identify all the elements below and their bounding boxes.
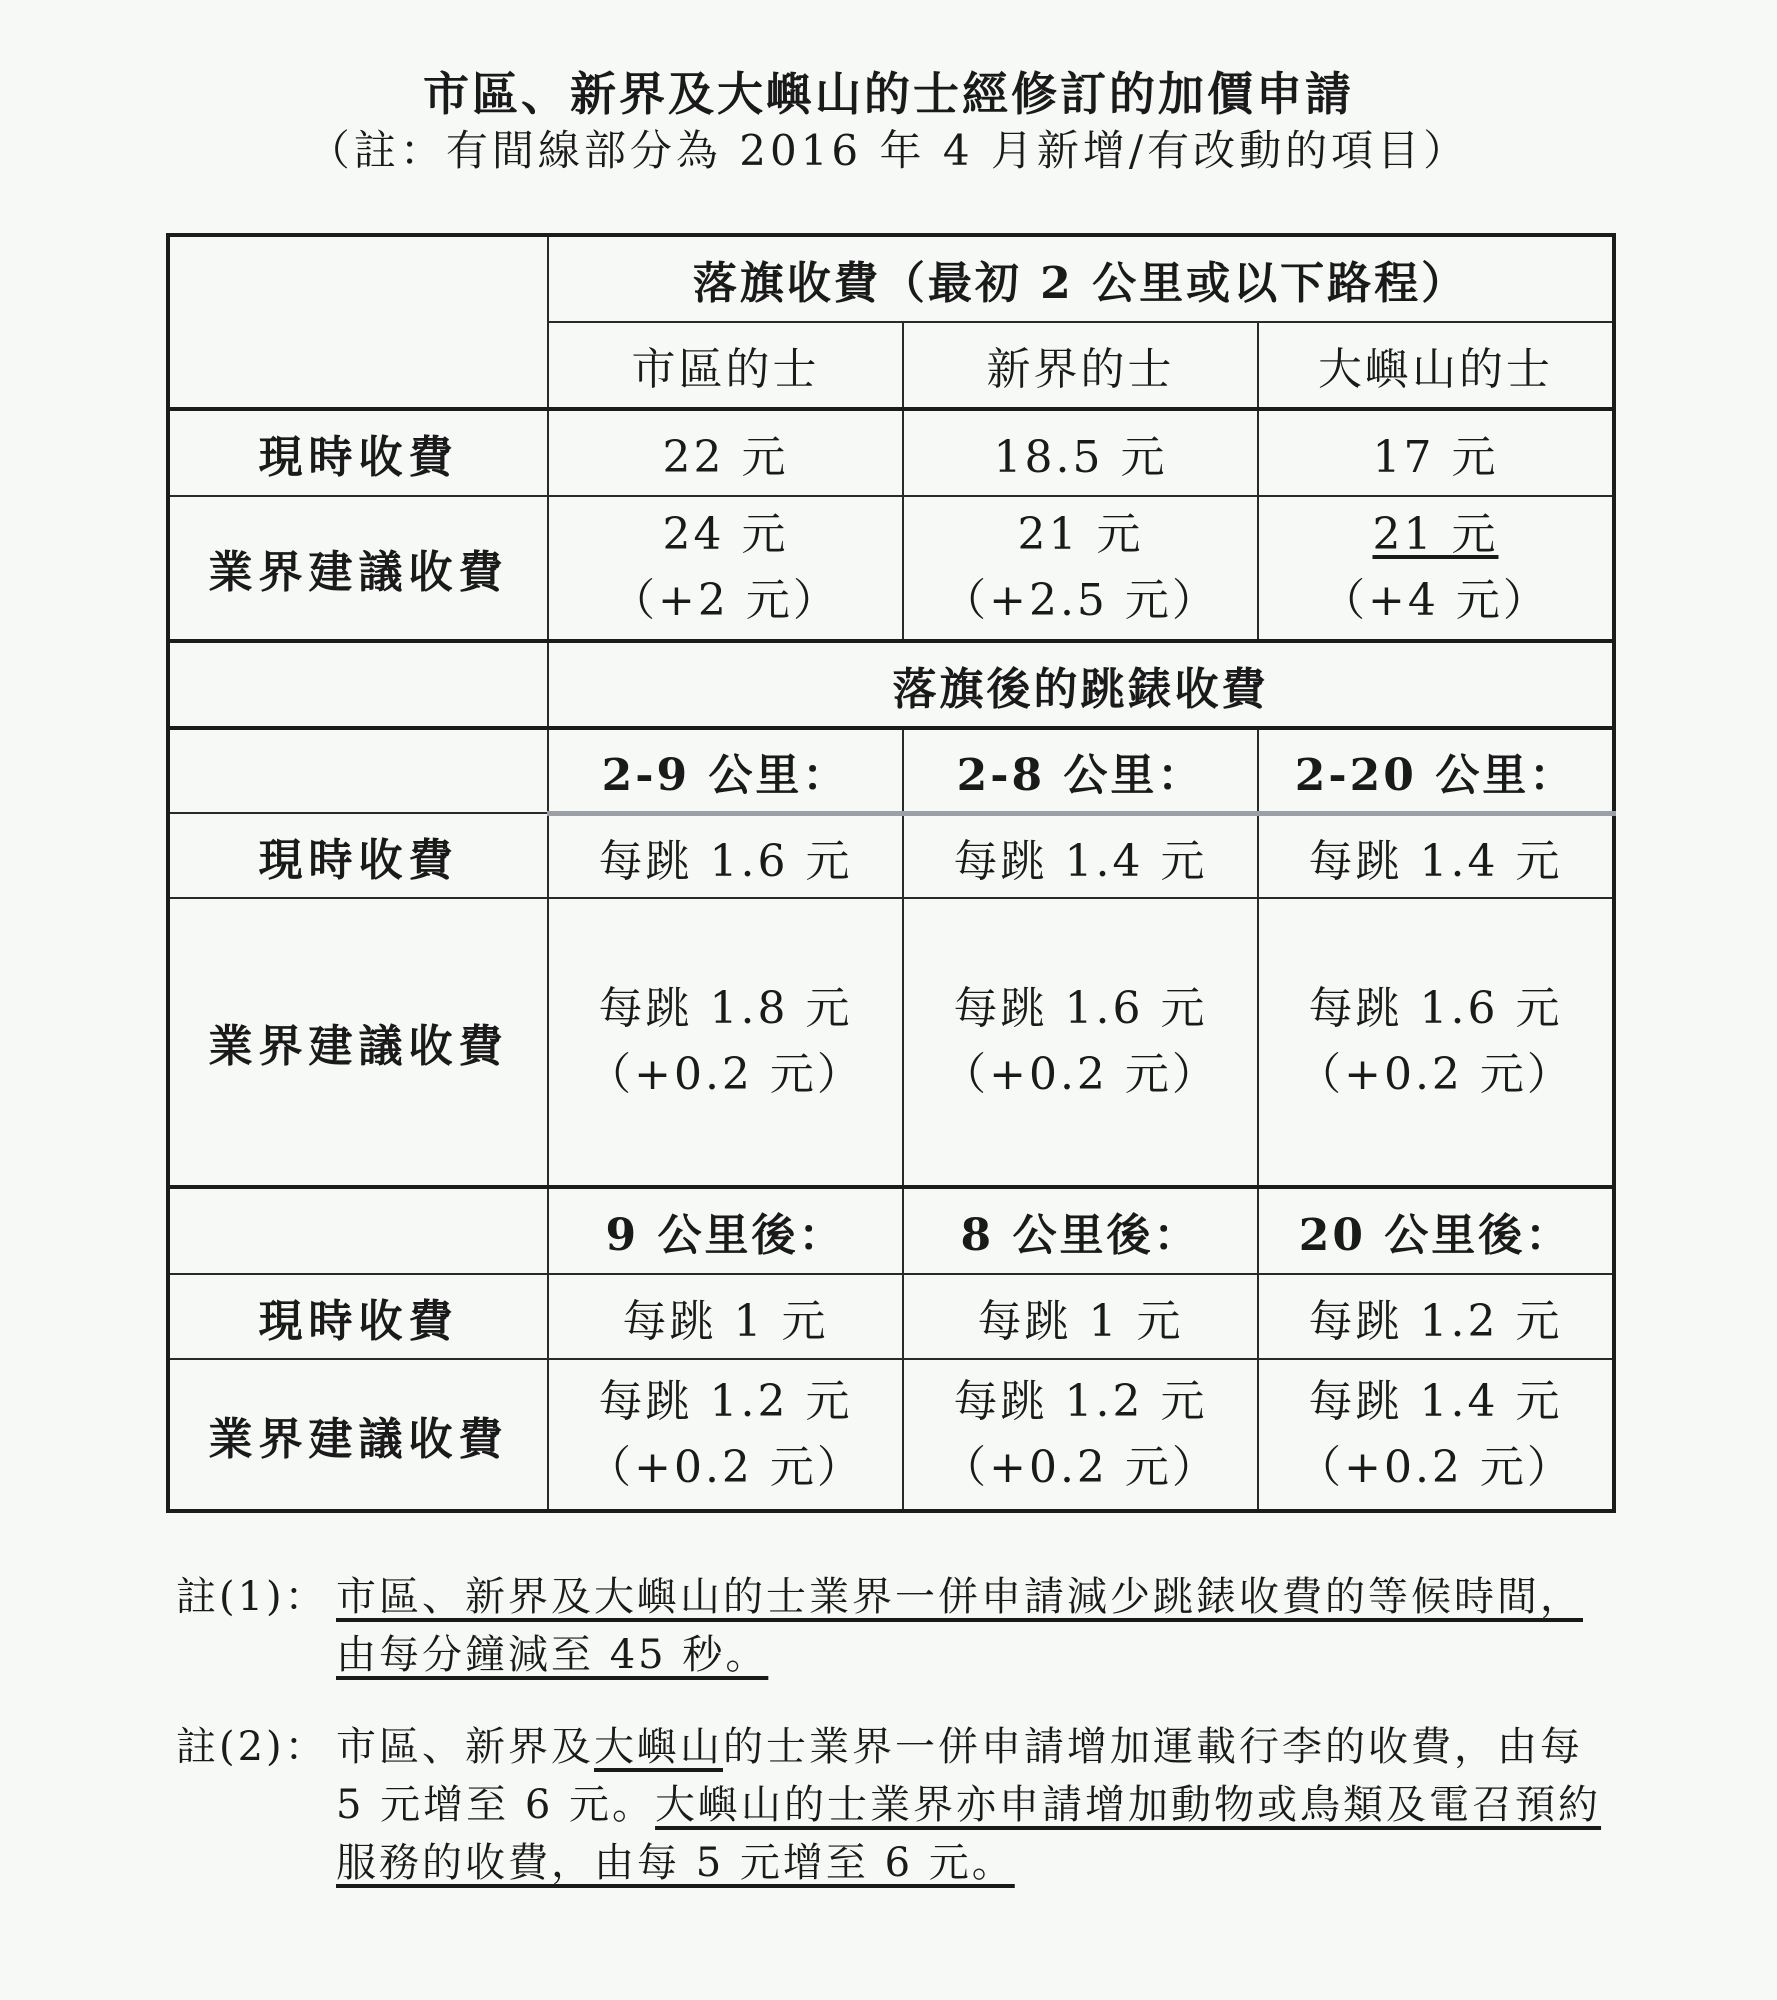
band2-range-lantau: 20 公里後： [1258, 1187, 1614, 1274]
empty-corner-cell [168, 235, 548, 409]
fare-increase: （+4 元） [1321, 575, 1550, 627]
note-2 [176, 1718, 1606, 1892]
note-1 [176, 1568, 1606, 1684]
fare-increase: （+0.2 元） [587, 1441, 864, 1493]
proposed-fare: 每跳 1.8 元 [598, 983, 853, 1035]
row-label-current: 現時收費 [168, 409, 548, 496]
fare-increase: （+2 元） [611, 575, 840, 627]
fare-increase: （+0.2 元） [1297, 1049, 1574, 1101]
band2-current-nt: 每跳 1 元 [903, 1274, 1258, 1359]
band2-proposed-lantau [1258, 1359, 1614, 1511]
proposed-fare: 每跳 1.2 元 [598, 1375, 853, 1427]
column-header-lantau: 大嶼山的士 [1258, 322, 1614, 409]
flagfall-proposed-urban [548, 496, 903, 642]
fare-increase: （+0.2 元） [1297, 1441, 1574, 1493]
page-title: 市區、新界及大嶼山的士經修訂的加價申請 [423, 67, 1354, 121]
column-header-nt: 新界的士 [903, 322, 1258, 409]
band2-proposed-urban [548, 1359, 903, 1511]
proposed-fare: 21 元 [1017, 509, 1144, 561]
note-text-underlined: 大嶼山的士業界亦申請增加動物或鳥類及電召預約服務的收費，由每 5 元增至 6 元。 [336, 1782, 1602, 1886]
note-label: 註(2)： [176, 1724, 328, 1770]
band1-range-lantau: 2-20 公里： [1258, 728, 1614, 813]
flagfall-current-lantau: 17 元 [1258, 409, 1614, 496]
fare-increase: （+0.2 元） [587, 1049, 864, 1101]
underlined-new-value: 21 元 [1372, 509, 1499, 561]
proposed-fare [1259, 502, 1612, 568]
flagfall-proposed-nt [903, 496, 1258, 642]
column-header-urban: 市區的士 [548, 322, 903, 409]
row-label-current: 現時收費 [168, 1274, 548, 1359]
note-text-plain: 的士業界一併申請增加運載行李的收費，由每 5 元增至 6 元。 [336, 1724, 1583, 1828]
band2-range-nt: 8 公里後： [903, 1187, 1258, 1274]
fare-increase: （+2.5 元） [942, 575, 1219, 627]
band1-current-urban: 每跳 1.6 元 [548, 813, 903, 898]
band2-current-lantau: 每跳 1.2 元 [1258, 1274, 1614, 1359]
band2-proposed-nt [903, 1359, 1258, 1511]
flagfall-current-urban: 22 元 [548, 409, 903, 496]
proposed-fare: 每跳 1.2 元 [953, 1375, 1208, 1427]
flagfall-proposed-lantau [1258, 496, 1614, 642]
band1-current-nt: 每跳 1.4 元 [903, 813, 1258, 898]
band2-range-urban: 9 公里後： [548, 1187, 903, 1274]
empty-cell [168, 1187, 548, 1274]
row-label-current: 現時收費 [168, 813, 548, 898]
band1-proposed-urban [548, 898, 903, 1187]
flagfall-current-nt: 18.5 元 [903, 409, 1258, 496]
empty-cell [168, 641, 548, 728]
fare-table [166, 233, 1616, 1513]
row-label-proposed: 業界建議收費 [168, 1359, 548, 1511]
note-text: 市區、新界及大嶼山的士業界一併申請減少跳錶收費的等候時間，由每分鐘減至 45 秒。 [336, 1574, 1583, 1678]
proposed-fare: 每跳 1.6 元 [953, 983, 1208, 1035]
proposed-fare: 每跳 1.4 元 [1308, 1375, 1563, 1427]
band1-range-nt: 2-8 公里： [903, 728, 1258, 813]
empty-cell [168, 728, 548, 813]
increment-header: 落旗後的跳錶收費 [548, 641, 1614, 728]
band2-current-urban: 每跳 1 元 [548, 1274, 903, 1359]
fare-increase: （+0.2 元） [942, 1049, 1219, 1101]
row-label-proposed: 業界建議收費 [168, 898, 548, 1187]
page-subtitle: （註：有間線部分為 2016 年 4 月新增/有改動的項目） [307, 126, 1470, 175]
proposed-fare: 24 元 [662, 509, 789, 561]
band1-range-urban: 2-9 公里： [548, 728, 903, 813]
note-label: 註(1)： [176, 1574, 328, 1620]
flagfall-header: 落旗收費（最初 2 公里或以下路程） [548, 235, 1614, 322]
band1-proposed-nt [903, 898, 1258, 1187]
band1-proposed-lantau [1258, 898, 1614, 1187]
fare-increase: （+0.2 元） [942, 1441, 1219, 1493]
proposed-fare: 每跳 1.6 元 [1308, 983, 1563, 1035]
note-text-plain: 市區、新界及 [336, 1724, 594, 1770]
row-label-proposed: 業界建議收費 [168, 496, 548, 642]
note-text-underlined: 大嶼山 [594, 1724, 723, 1770]
band1-current-lantau: 每跳 1.4 元 [1258, 813, 1614, 898]
